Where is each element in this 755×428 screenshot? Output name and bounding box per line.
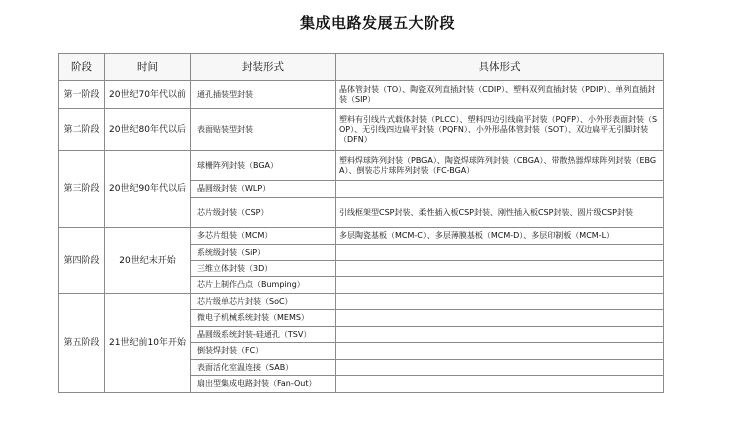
specific-form-cell: 引线框架型CSP封装、柔性插入板CSP封装、刚性插入板CSP封装、圆片级CSP封装 [336, 198, 664, 228]
table-row [59, 228, 664, 245]
package-form-cell: 通孔插装型封装 [191, 81, 336, 109]
table-row [59, 294, 664, 310]
specific-form-cell: 塑料焊球阵列封装（PBGA）、陶瓷焊球阵列封装（CBGA）、带散热器焊球阵列封装（EBGA）、倒装芯片球阵列封装（FC-BGA） [336, 151, 664, 181]
specific-form-cell: 多层陶瓷基板（MCM-C）、多层薄膜基板（MCM-D）、多层印制板（MCM-L） [336, 228, 664, 245]
specific-form-cell: 晶体管封装（TO）、陶瓷双列直插封装（CDIP）、塑料双列直插封装（PDIP）、单列直插封装（SIP） [336, 81, 664, 109]
package-form-cell: 多芯片组装（MCM） [191, 228, 336, 245]
time-cell: 20世纪80年代以后 [105, 109, 191, 151]
package-form-cell: 晶圆级封装（WLP） [191, 181, 336, 198]
package-form-cell: 芯片上制作凸点（Bumping） [191, 277, 336, 294]
package-form-cell: 晶圆级系统封装-硅通孔（TSV） [191, 327, 336, 343]
specific-form-cell [336, 376, 664, 393]
header-specific-form: 具体形式 [336, 54, 664, 81]
header-stage: 阶段 [59, 54, 105, 81]
specific-form-cell [336, 277, 664, 294]
stages-table [58, 53, 664, 393]
package-form-cell: 三维立体封装（3D） [191, 261, 336, 277]
package-form-cell: 系统级封装（SiP） [191, 245, 336, 261]
header-package-form: 封装形式 [191, 54, 336, 81]
package-form-cell: 微电子机械系统封装（MEMS） [191, 310, 336, 327]
specific-form-cell [336, 327, 664, 343]
package-form-cell: 球栅阵列封装（BGA） [191, 151, 336, 181]
package-form-cell: 表面贴装型封装 [191, 109, 336, 151]
specific-form-cell [336, 360, 664, 376]
package-form-cell: 倒装焊封装（FC） [191, 343, 336, 360]
package-form-cell: 芯片级封装（CSP） [191, 198, 336, 228]
table-row [59, 81, 664, 109]
stage-cell: 第一阶段 [59, 81, 105, 109]
time-cell: 20世纪90年代以后 [105, 151, 191, 228]
package-form-cell: 芯片级单芯片封装（SoC） [191, 294, 336, 310]
specific-form-cell: 塑料有引线片式载体封装（PLCC）、塑料四边引线扁平封装（PQFP）、小外形表面封装（SOP）、无引线四边扁平封装（PQFN）、小外形晶体管封装（SOT）、双边扁平无引脚封装（DFN） [336, 109, 664, 151]
time-cell: 20世纪末开始 [105, 228, 191, 294]
time-cell: 21世纪前10年开始 [105, 294, 191, 393]
time-cell: 20世纪70年代以前 [105, 81, 191, 109]
stage-cell: 第二阶段 [59, 109, 105, 151]
stage-cell: 第三阶段 [59, 151, 105, 228]
header-time: 时间 [105, 54, 191, 81]
specific-form-cell [336, 261, 664, 277]
stage-cell: 第四阶段 [59, 228, 105, 294]
specific-form-cell [336, 343, 664, 360]
specific-form-cell [336, 181, 664, 198]
specific-form-cell [336, 310, 664, 327]
package-form-cell: 表面活化室温连接（SAB） [191, 360, 336, 376]
table-body [59, 81, 664, 393]
specific-form-cell [336, 245, 664, 261]
stage-cell: 第五阶段 [59, 294, 105, 393]
specific-form-cell [336, 294, 664, 310]
table-row [59, 109, 664, 151]
table-row [59, 151, 664, 181]
page-title: 集成电路发展五大阶段 [299, 14, 455, 32]
package-form-cell: 扇出型集成电路封装（Fan-Out） [191, 376, 336, 393]
table-header-row [59, 54, 664, 81]
